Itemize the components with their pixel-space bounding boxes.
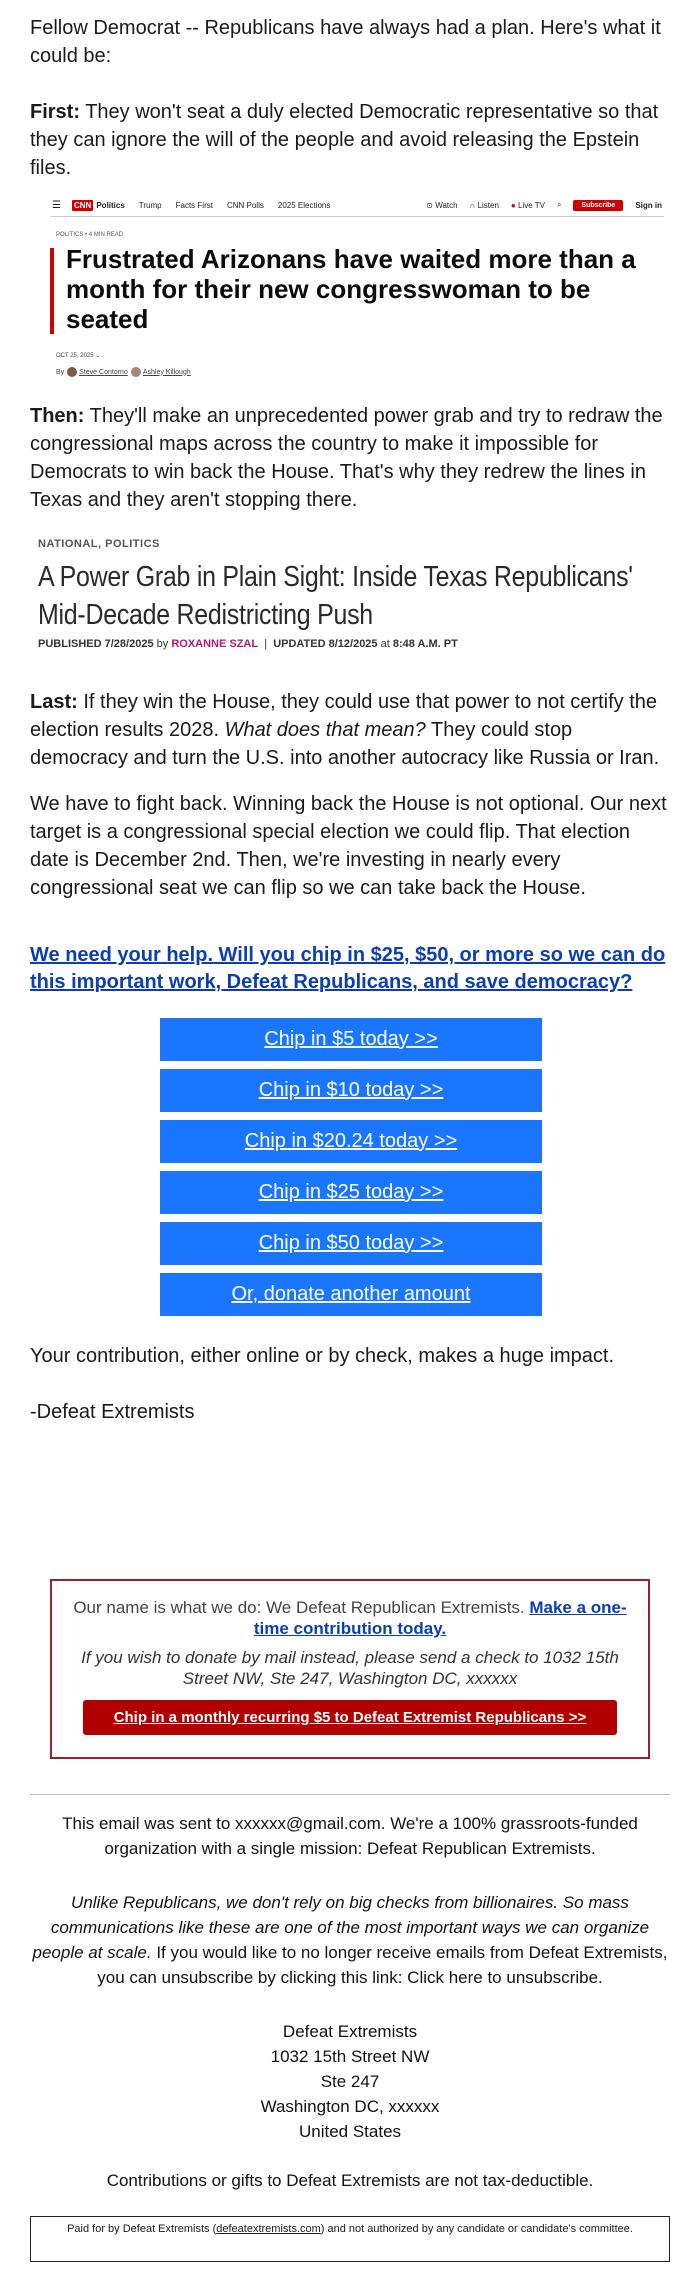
contribution-text: Your contribution, either online or by check, makes a huge impact. (30, 1345, 615, 1367)
chip-20-button[interactable]: Chip in $20.24 today >> (160, 1120, 542, 1163)
monthly-recurring-button[interactable]: Chip in a monthly recurring $5 to Defeat Extremist Republicans >> (83, 1700, 617, 1735)
cnn-headline: Frustrated Arizonans have waited more than a month for their new congresswoman to be seated (66, 244, 636, 334)
contribution-paragraph (30, 1342, 670, 1370)
ask-paragraph (30, 942, 670, 996)
first-paragraph (30, 98, 670, 182)
cnn-byline (56, 367, 191, 377)
cnn-article-screenshot (50, 194, 664, 384)
chevron-down-icon: ⌄ (95, 353, 101, 359)
cnn-logo: CNN (74, 200, 92, 210)
box-name-text: Our name is what we do: We Defeat Republican Extremists. (73, 1598, 530, 1617)
first-text: They won't seat a duly elected Democratic representative so that they can ignore the will of the people and avoid releasing the Epstein files. (30, 101, 659, 179)
updated-date: 8/12/2025 (328, 638, 378, 650)
first-label: First: (30, 101, 80, 123)
cnn-watch: Watch (435, 200, 458, 210)
paid-post: ) and not authorized by any candidate or candidate's committee. (320, 2223, 633, 2235)
mail-instructions: If you wish to donate by mail instead, please send a check to 1032 15th Street NW, Ste 247, Washington DC, xxxxxx (81, 1648, 619, 1688)
published-label: PUBLISHED (38, 638, 102, 650)
article-meta: PUBLISHED 7/28/2025 by ROXANNE SZAL | UPDATED 8/12/2025 at 8:48 A.M. PT (38, 638, 458, 650)
intro-text: Fellow Democrat -- Republicans have always had a plan. Here's what it could be: (30, 17, 661, 67)
cnn-by-label: By (56, 368, 65, 376)
last-italic: What does that mean? (224, 719, 426, 741)
cnn-nav-polls: CNN Polls (226, 200, 264, 210)
cnn-kicker: POLITICS • 4 MIN READ (56, 232, 124, 238)
cnn-signin: Sign in (635, 200, 662, 210)
donate-other-button[interactable]: Or, donate another amount (160, 1273, 542, 1316)
texas-article-screenshot (38, 538, 668, 668)
signoff-paragraph (30, 1398, 670, 1426)
then-text: They'll make an unprecedented power grab and try to redraw the congressional maps across the country to make it impossible for Democrats to win back the House. That's why they redrew the lines in Texas and they aren't stopping there. (30, 405, 663, 511)
paid-for-disclaimer (30, 2216, 670, 2262)
one-time-contribution-link[interactable]: Make a one-time contribution today. (253, 1598, 627, 1638)
cnn-nav-facts: Facts First (175, 200, 213, 210)
headphones-icon: ∩ (469, 200, 476, 210)
chip-10-button[interactable]: Chip in $10 today >> (160, 1069, 542, 1112)
cnn-date-text: OCT 25, 2025 (56, 353, 94, 359)
last-label: Last: (30, 691, 78, 713)
cnn-author-2: Ashley Killough (142, 368, 191, 376)
footer-italic: Unlike Republicans, we don't rely on big checks from billionaires. So mass communications like these are one of the most important ways we can organize people at scale. (32, 1893, 650, 1962)
avatar (131, 367, 141, 377)
cnn-subscribe: Subscribe (573, 200, 623, 211)
address-country: United States (298, 2122, 402, 2141)
last-paragraph (30, 688, 670, 772)
paid-pre: Paid for by Defeat Extremists ( (67, 2223, 217, 2235)
tax-notice: Contributions or gifts to Defeat Extremists are not tax-deductible. (106, 2171, 594, 2190)
footer-address (30, 2019, 670, 2144)
donation-box (50, 1579, 650, 1759)
at-label: at (380, 638, 390, 650)
chip-25-button[interactable]: Chip in $25 today >> (160, 1171, 542, 1214)
fight-text: We have to fight back. Winning back the House is not optional. Our next target is a congressional special election we could flip. That election date is December 2nd. Then, we're investing in nearly every congressional seat we can flip so we can take back the House. (30, 793, 667, 899)
avatar (67, 367, 77, 377)
unsubscribe-link[interactable]: If you would like to no longer receive emails from Defeat Extremists, you can unsubscribe by clicking this link: Click here to unsubscribe. (97, 1943, 668, 1987)
address-suite: Ste 247 (320, 2072, 380, 2091)
chip-5-button[interactable]: Chip in $5 today >> (160, 1018, 542, 1061)
updated-label: UPDATED (273, 638, 326, 650)
then-label: Then: (30, 405, 85, 427)
cnn-author-1: Steve Contorno (79, 368, 128, 376)
intro-paragraph (30, 14, 670, 70)
cnn-navbar (50, 194, 664, 217)
signoff-text: -Defeat Extremists (30, 1401, 195, 1423)
address-org: Defeat Extremists (282, 2022, 418, 2041)
cnn-listen: Listen (477, 200, 499, 210)
updated-time: 8:48 A.M. PT (392, 638, 458, 650)
cnn-live: Live TV (518, 200, 545, 210)
cnn-red-bar (50, 248, 54, 334)
address-city: Washington DC, xxxxxx (260, 2097, 440, 2116)
article-headline: A Power Grab in Plain Sight: Inside Texas Republicans' Mid-Decade Redistricting Push (38, 561, 633, 631)
cnn-section: Politics (96, 200, 125, 210)
published-date: 7/28/2025 (104, 638, 154, 650)
article-category: NATIONAL, POLITICS (38, 538, 160, 550)
last-text-1: If they win the House, they could use that power to not certify the election results 2028. (30, 691, 658, 741)
address-street: 1032 15th Street NW (270, 2047, 430, 2066)
then-paragraph (30, 402, 670, 514)
search-icon: ⌕ (556, 200, 562, 209)
play-icon: ⊙ (426, 200, 433, 210)
by-label: by (156, 638, 169, 650)
donate-ask-link[interactable]: We need your help. Will you chip in $25, $50, or more so we can do this important work, Defeat Republicans, and save democracy? (30, 944, 666, 993)
website-link[interactable]: defeatextremists.com (216, 2223, 321, 2235)
cnn-nav-trump: Trump (138, 200, 162, 210)
footer-sent: This email was sent to xxxxxx@gmail.com. We're a 100% grassroots-funded organization with a single mission: Defeat Republican Extremists. (62, 1814, 638, 1858)
menu-icon: ☰ (52, 199, 61, 211)
footer-divider (30, 1794, 670, 1795)
footer-organize (30, 1890, 670, 1990)
live-dot-icon: ● (510, 200, 516, 210)
fight-paragraph (30, 790, 670, 902)
article-author: ROXANNE SZAL (171, 638, 259, 650)
cnn-nav-elections: 2025 Elections (277, 200, 331, 210)
chip-50-button[interactable]: Chip in $50 today >> (160, 1222, 542, 1265)
cnn-date (56, 352, 100, 359)
box-text (72, 1597, 628, 1639)
last-text-2: They could stop democracy and turn the U.S. into another autocracy like Russia or Iran. (30, 719, 660, 769)
